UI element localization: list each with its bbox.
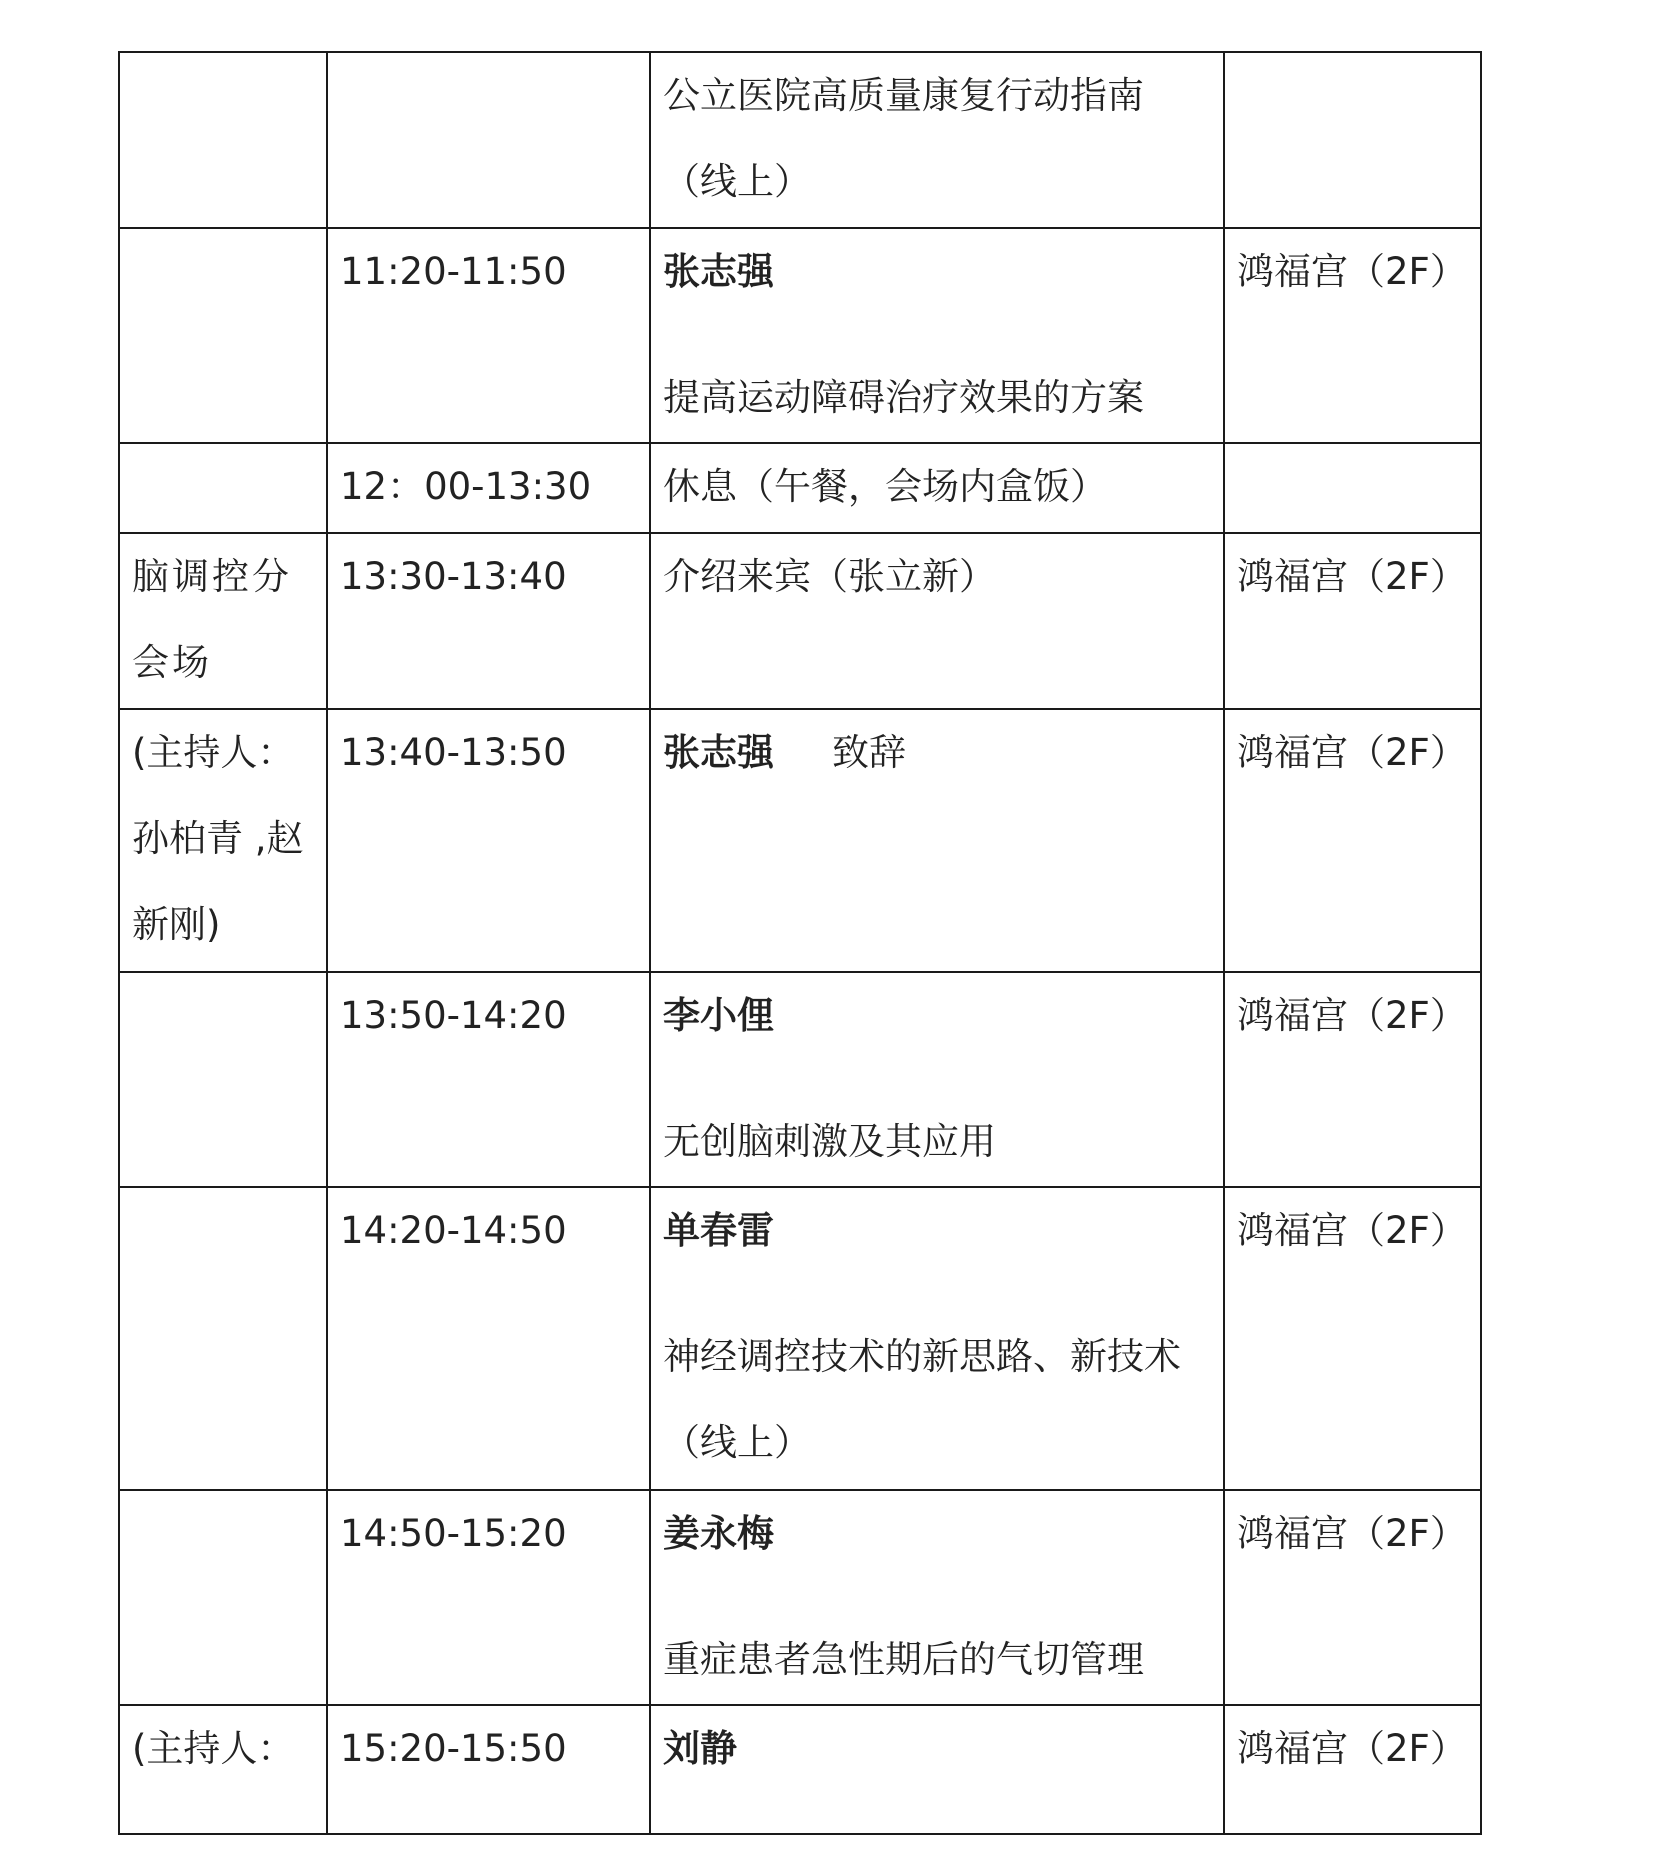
venue-cell: 鸿福宫（2F） <box>1224 1705 1481 1834</box>
time-cell: 15:20-15:50 <box>327 1705 650 1834</box>
talk-title: 神经调控技术的新思路、新技术 <box>663 1335 1181 1378</box>
session-cell: (主持人： <box>119 1705 327 1834</box>
table-row <box>119 972 1481 1187</box>
table-row <box>119 709 1481 972</box>
content-cell <box>650 228 1224 443</box>
speaker-name: 单春雷 <box>663 1209 774 1252</box>
session-cell: (主持人：孙柏青 ,赵新刚) <box>119 709 327 972</box>
time-cell: 12：00-13:30 <box>327 443 650 533</box>
venue-cell: 鸿福宫（2F） <box>1224 1490 1481 1705</box>
table-row <box>119 533 1481 709</box>
talk-title: 无创脑刺激及其应用 <box>663 1120 996 1163</box>
speaker-name: 张志强 <box>663 250 774 293</box>
session-cell <box>119 443 327 533</box>
break-label: 休息（午餐，会场内盒饭） <box>663 465 1107 508</box>
time-cell: 13:50-14:20 <box>327 972 650 1187</box>
time-cell <box>327 52 650 228</box>
session-cell <box>119 1490 327 1705</box>
session-cell <box>119 1187 327 1490</box>
session-cell <box>119 228 327 443</box>
session-cell <box>119 52 327 228</box>
speaker-name: 张志强 <box>663 731 774 774</box>
content-cell <box>650 1490 1224 1705</box>
content-cell <box>650 1187 1224 1490</box>
time-cell: 11:20-11:50 <box>327 228 650 443</box>
venue-cell: 鸿福宫（2F） <box>1224 709 1481 972</box>
time-cell: 13:30-13:40 <box>327 533 650 709</box>
speaker-name: 李小俚 <box>663 994 774 1037</box>
talk-title: 提高运动障碍治疗效果的方案 <box>663 376 1144 419</box>
venue-cell: 鸿福宫（2F） <box>1224 972 1481 1187</box>
content-cell <box>650 1705 1224 1834</box>
venue-cell: 鸿福宫（2F） <box>1224 533 1481 709</box>
session-cell <box>119 972 327 1187</box>
venue-cell <box>1224 443 1481 533</box>
talk-title-note: （线上） <box>663 160 811 203</box>
time-cell: 14:20-14:50 <box>327 1187 650 1490</box>
talk-title: 介绍来宾（张立新） <box>663 555 996 598</box>
table-row <box>119 52 1481 228</box>
session-cell: 脑调控分会场 <box>119 533 327 709</box>
speaker-name: 刘静 <box>663 1727 737 1770</box>
table-row <box>119 228 1481 443</box>
talk-title: 公立医院高质量康复行动指南 <box>663 74 1144 117</box>
speaker-name: 姜永梅 <box>663 1512 774 1555</box>
time-cell: 14:50-15:20 <box>327 1490 650 1705</box>
table-row <box>119 1705 1481 1834</box>
talk-title: 重症患者急性期后的气切管理 <box>663 1638 1144 1681</box>
content-cell <box>650 709 1224 972</box>
content-cell <box>650 443 1224 533</box>
content-cell <box>650 533 1224 709</box>
venue-cell: 鸿福宫（2F） <box>1224 228 1481 443</box>
table-row <box>119 1187 1481 1490</box>
time-cell: 13:40-13:50 <box>327 709 650 972</box>
venue-cell: 鸿福宫（2F） <box>1224 1187 1481 1490</box>
venue-cell <box>1224 52 1481 228</box>
schedule-table <box>118 51 1482 1835</box>
content-cell <box>650 972 1224 1187</box>
talk-title: 致辞 <box>832 731 906 774</box>
table-row <box>119 443 1481 533</box>
talk-title-note: （线上） <box>663 1421 811 1464</box>
table-row <box>119 1490 1481 1705</box>
content-cell <box>650 52 1224 228</box>
